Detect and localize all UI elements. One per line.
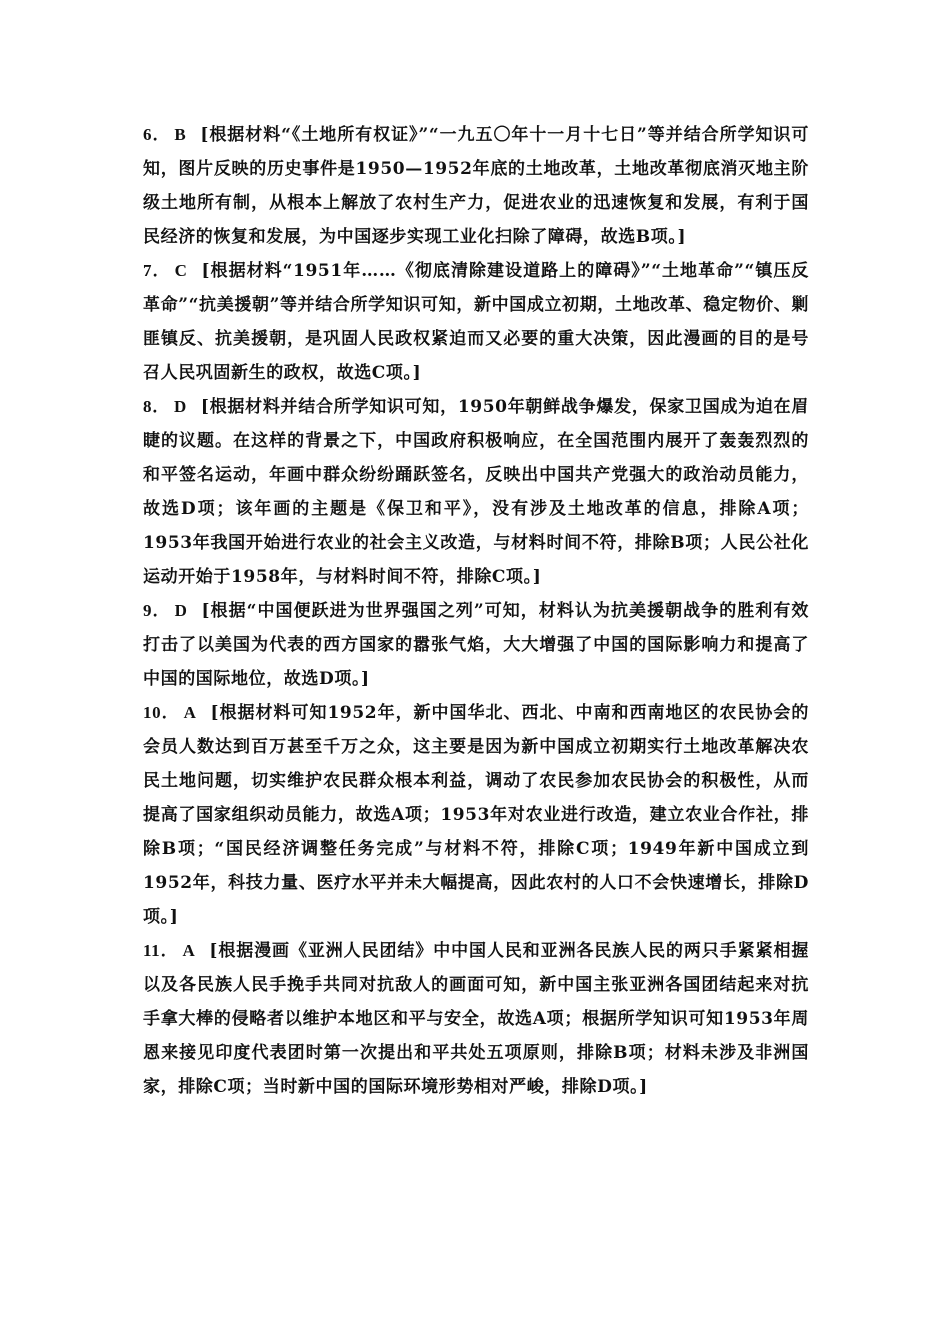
answer-explanation: [根据材料可知1952年，新中国华北、西北、中南和西南地区的农民协会的会员人数达到百万甚至千万之众，这主要是因为新中国成立初期实行土地改革解决农民土地问题，切实维护农民群众根本利益，调动了农民参加农民协会的积极性，从而提高了国家组织动员能力，故选A项；1953年对农业进行改造，建立农业合作社，排除B项；“国民经济调整任务完成”与材料不符，排除C项；1949年新中国成立到1952年，科技力量、医疗水平并未大幅提高，因此农村的人口不会快速增长，排除D项。] [143, 703, 809, 927]
answer-explanation: [根据“中国便跃进为世界强国之列”可知，材料认为抗美援朝战争的胜利有效打击了以美国为代表的西方国家的嚣张气焰，大大增强了中国的国际影响力和提高了中国的国际地位，故选D项。] [143, 601, 809, 689]
answer-item-6 [143, 118, 809, 254]
question-number: 7． [143, 261, 171, 280]
answer-explanations [143, 118, 809, 1104]
answer-letter: A [182, 941, 196, 960]
answer-item-10 [143, 696, 809, 934]
answer-explanation: [根据材料并结合所学知识可知，1950年朝鲜战争爆发，保家卫国成为迫在眉睫的议题。在这样的背景之下，中国政府积极响应，在全国范围内展开了轰轰烈烈的和平签名运动，年画中群众纷纷踊跃签名，反映出中国共产党强大的政治动员能力，故选D项；该年画的主题是《保卫和平》，没有涉及土地改革的信息，排除A项；1953年我国开始进行农业的社会主义改造，与材料时间不符，排除B项；人民公社化运动开始于1958年，与材料时间不符，排除C项。] [143, 397, 809, 587]
answer-letter: A [183, 703, 197, 722]
answer-item-11 [143, 934, 809, 1104]
answer-letter: C [174, 261, 188, 280]
answer-explanation: [根据材料“1951年……《彻底清除建设道路上的障碍》”“土地革命”“镇压反革命”“抗美援朝”等并结合所学知识可知，新中国成立初期，土地改革、稳定物价、剿匪镇反、抗美援朝，是巩固人民政权紧迫而又必要的重大决策，因此漫画的目的是号召人民巩固新生的政权，故选C项。] [143, 261, 809, 383]
answer-item-7 [143, 254, 809, 390]
answer-item-9 [143, 594, 809, 696]
question-number: 9． [143, 601, 171, 620]
question-number: 11． [143, 941, 179, 960]
question-number: 6． [143, 125, 171, 144]
answer-letter: B [174, 125, 187, 144]
answer-explanation: [根据材料“《土地所有权证》”“一九五〇年十一月十七日”等并结合所学知识可知，图片反映的历史事件是1950—1952年底的土地改革，土地改革彻底消灭地主阶级土地所有制，从根本上解放了农村生产力，促进农业的迅速恢复和发展，有利于国民经济的恢复和发展，为中国逐步实现工业化扫除了障碍，故选B项。] [143, 125, 809, 247]
answer-letter: D [174, 601, 188, 620]
question-number: 10． [143, 703, 180, 722]
answer-item-8 [143, 390, 809, 594]
answer-explanation: [根据漫画《亚洲人民团结》中中国人民和亚洲各民族人民的两只手紧紧相握以及各民族人民手挽手共同对抗敌人的画面可知，新中国主张亚洲各国团结起来对抗手拿大棒的侵略者以维护本地区和平与安全，故选A项；根据所学知识可知1953年周恩来接见印度代表团时第一次提出和平共处五项原则，排除B项；材料未涉及非洲国家，排除C项；当时新中国的国际环境形势相对严峻，排除D项。] [143, 941, 809, 1097]
answer-letter: D [173, 397, 187, 416]
question-number: 8． [143, 397, 170, 416]
